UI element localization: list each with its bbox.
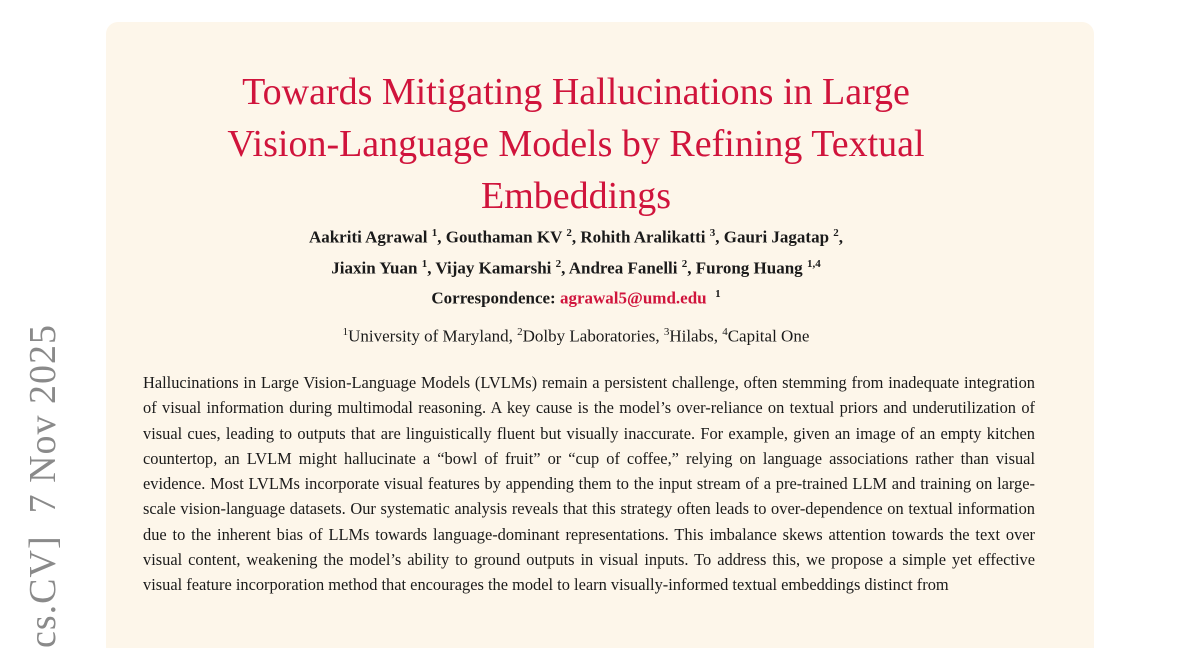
arxiv-date: 7 Nov 2025: [22, 323, 64, 514]
author-name: Gouthaman KV: [445, 227, 563, 247]
abstract-text: Hallucinations in Large Vision-Language Models (LVLMs) remain a persistent challenge, often stemming from inadequate integration of visual information during multimodal reasoning. A key cause is the model’s over-reliance on textual priors and underutilization of visual cues, leading to outputs that are linguistically fluent but visually inaccurate. For example, given an image of an empty kitchen countertop, an LVLM might hallucinate a “bowl of fruit” or “cup of coffee,” relying on language associations rather than visual evidence. Most LVLMs incorporate visual features by appending them to the input stream of a pre-trained LLM and training on large-scale vision-language datasets. Our systematic analysis reveals that this strategy often leads to over-dependence on textual information due to the inherent bias of LLMs towards language-dominant representations. This imbalance skews attention towards the text over visual content, weakening the model’s ability to ground outputs in visual inputs. To address this, we propose a simple yet effective visual feature incorporation method that encourages the model to learn visually-informed textual embeddings distinct from: [143, 373, 1035, 595]
affiliation-number: 4: [722, 326, 728, 338]
title-line: Embeddings: [481, 175, 671, 217]
author-affiliation-mark: 3: [709, 227, 716, 239]
correspondence-affiliation-mark: 1: [715, 288, 721, 301]
correspondence-label: Correspondence:: [431, 288, 556, 308]
author-affiliation-mark: 1: [421, 257, 428, 270]
author-line-1: Aakriti Agrawal $^1$, Gouthaman KV $^2$, Rohith Aralikatti $^3$, Gauri Jagatap $^2$,: [308, 227, 844, 247]
author-name: Gauri Jagatap: [723, 227, 830, 247]
arxiv-category: cs.CV]: [22, 535, 64, 648]
author-affiliation-mark: 1,4: [806, 257, 821, 270]
paper-title: [106, 66, 1046, 222]
author-name: Vijay Kamarshi: [435, 258, 552, 278]
affiliation-name: Capital One: [727, 326, 810, 346]
title-line: Towards Mitigating Hallucinations in Large: [242, 71, 910, 113]
correspondence-line: [106, 281, 1046, 312]
title-line: Vision-Language Models by Refining Textual: [227, 123, 925, 165]
author-name: Furong Huang: [695, 258, 803, 278]
affiliation-name: Hilabs: [669, 326, 714, 346]
author-affiliation-mark: 2: [566, 227, 572, 239]
author-name: Jiaxin Yuan: [331, 258, 418, 278]
author-list: [106, 220, 1046, 312]
affiliation-list: $^1$University of Maryland, $^2$Dolby Laboratories, $^3$Hilabs, $^4$Capital One: [342, 326, 810, 346]
author-name: Rohith Aralikatti: [580, 227, 706, 247]
author-name: Aakriti Agrawal: [308, 227, 428, 247]
author-line-2: Jiaxin Yuan $^1$, Vijay Kamarshi $^2$, Andrea Fanelli $^2$, Furong Huang $^{1,4}$: [331, 257, 821, 278]
affiliation-number: 3: [663, 326, 670, 338]
author-affiliation-mark: 2: [555, 257, 562, 270]
author-affiliation-mark: 2: [681, 257, 688, 270]
affiliation-name: University of Maryland: [348, 326, 509, 346]
author-name: Andrea Fanelli: [568, 258, 678, 278]
affiliation-name: Dolby Laboratories: [522, 326, 656, 346]
affiliation-number: 1: [342, 326, 349, 338]
paper-card: [106, 22, 1094, 648]
correspondence-email-link[interactable]: agrawal5@umd.edu: [559, 288, 707, 308]
author-affiliation-mark: 2: [833, 227, 839, 239]
author-affiliation-mark: 1: [431, 227, 438, 239]
arxiv-side-stamp: [20, 324, 66, 648]
affiliation-number: 2: [517, 326, 523, 338]
